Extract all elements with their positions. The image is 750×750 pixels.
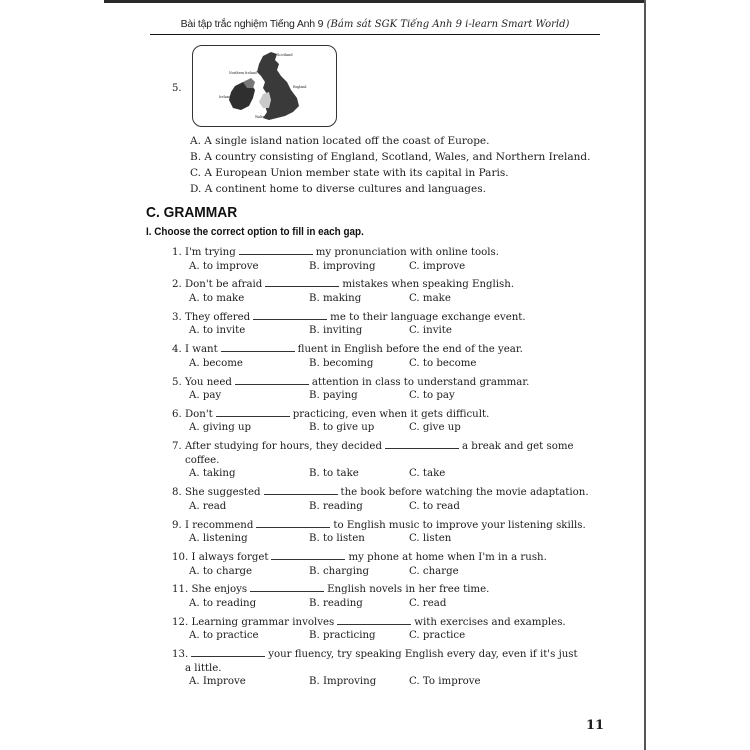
question-text-after: me to their language exchange event. xyxy=(330,311,526,323)
question-item xyxy=(172,616,607,643)
question-text-after: the book before watching the movie adaptation. xyxy=(340,487,589,499)
answer-option[interactable]: A. Improve xyxy=(189,676,246,688)
question-text-after: attention in class to understand grammar. xyxy=(311,376,530,388)
question-text-before: 7. After studying for hours, they decided xyxy=(172,441,382,453)
header-subtitle: (Bám sát SGK Tiếng Anh 9 i-learn Smart World) xyxy=(326,19,570,30)
answer-option[interactable]: A. to make xyxy=(189,292,245,304)
question-stem xyxy=(172,583,607,597)
running-header xyxy=(0,18,750,30)
question-item xyxy=(172,551,607,578)
answer-option[interactable]: C. read xyxy=(409,597,447,609)
picture-question-options xyxy=(190,133,590,197)
map-label-wales: Wales xyxy=(255,115,265,119)
uk-map-icon xyxy=(193,46,336,126)
answer-option[interactable]: A. giving up xyxy=(189,422,252,434)
answer-option[interactable]: C. to pay xyxy=(409,390,455,402)
question-item xyxy=(172,376,607,403)
answer-options xyxy=(172,421,607,435)
question-stem xyxy=(172,311,607,325)
answer-option[interactable]: A. read xyxy=(189,500,227,512)
answer-option[interactable]: B. becoming xyxy=(309,357,374,369)
question-stem xyxy=(172,616,607,630)
uk-map-image xyxy=(192,45,337,127)
map-label-scotland: Scotland xyxy=(277,53,293,57)
answer-blank[interactable] xyxy=(235,376,309,385)
answer-option[interactable]: B. to give up xyxy=(309,422,375,434)
answer-blank[interactable] xyxy=(264,486,338,495)
answer-option[interactable]: A. to invite xyxy=(189,325,246,337)
answer-option[interactable]: C. practice xyxy=(409,630,466,642)
answer-blank[interactable] xyxy=(385,440,459,449)
answer-blank[interactable] xyxy=(239,246,313,255)
question-text-continued: a little. xyxy=(185,662,222,674)
answer-blank[interactable] xyxy=(221,343,295,352)
option-c: C. A European Union member state with its capital in Paris. xyxy=(190,167,509,179)
question-text-after: my pronunciation with online tools. xyxy=(315,247,499,258)
question-stem xyxy=(172,278,607,292)
map-label-england: England xyxy=(293,85,307,89)
header-title: Bài tập trắc nghiệm Tiếng Anh 9 xyxy=(180,18,324,30)
answer-option[interactable]: B. reading xyxy=(309,597,363,609)
question-text-before: 12. Learning grammar involves xyxy=(172,616,335,628)
map-label-ireland: Ireland xyxy=(219,95,231,99)
answer-option[interactable]: C. give up xyxy=(409,422,461,434)
answer-option[interactable]: A. pay xyxy=(189,390,222,402)
answer-blank[interactable] xyxy=(337,616,411,625)
answer-option[interactable]: C. invite xyxy=(409,325,452,337)
answer-option[interactable]: C. make xyxy=(409,292,451,304)
answer-blank[interactable] xyxy=(253,311,327,320)
answer-option[interactable]: C. take xyxy=(409,468,446,480)
question-stem xyxy=(172,376,607,390)
question-text-after: practicing, even when it gets difficult. xyxy=(292,408,490,420)
answer-option[interactable]: B. paying xyxy=(309,390,358,402)
question-text-after: mistakes when speaking English. xyxy=(342,279,515,291)
question-text-before: 6. Don't xyxy=(172,408,213,420)
question-item xyxy=(172,583,607,610)
question-item xyxy=(172,311,607,338)
option-d: D. A continent home to diverse cultures and languages. xyxy=(190,183,486,195)
question-text-before: 11. She enjoys xyxy=(172,584,248,596)
question-stem xyxy=(172,648,607,675)
answer-blank[interactable] xyxy=(250,583,324,592)
answer-option[interactable]: C. to read xyxy=(409,500,460,512)
answer-option[interactable]: B. to take xyxy=(309,468,359,480)
question-item xyxy=(172,278,607,305)
answer-option[interactable]: B. to listen xyxy=(309,533,365,545)
question-stem xyxy=(172,519,607,533)
option-a: A. A single island nation located off the coast of Europe. xyxy=(190,135,490,147)
answer-blank[interactable] xyxy=(216,408,290,417)
answer-options xyxy=(172,597,607,611)
question-text-after: my phone at home when I'm in a rush. xyxy=(348,552,547,564)
question-stem xyxy=(172,440,607,467)
answer-options xyxy=(172,260,607,274)
answer-option[interactable]: A. to charge xyxy=(189,565,253,577)
section-title: C. GRAMMAR xyxy=(146,204,238,221)
answer-option[interactable]: B. making xyxy=(309,292,362,304)
question-stem xyxy=(172,551,607,565)
answer-option[interactable]: C. to become xyxy=(409,357,477,369)
page-number: 11 xyxy=(586,718,605,733)
answer-options xyxy=(172,324,607,338)
answer-option[interactable]: B. improving xyxy=(309,260,376,272)
answer-option[interactable]: A. taking xyxy=(189,468,236,480)
answer-option[interactable]: A. to reading xyxy=(189,597,257,609)
answer-options xyxy=(172,357,607,371)
question-text-after: English novels in her free time. xyxy=(327,584,490,596)
question-item xyxy=(172,519,607,546)
question-text-before: 8. She suggested xyxy=(172,487,261,499)
map-label-northern-ireland: Northern Ireland xyxy=(229,71,257,75)
answer-options xyxy=(172,500,607,514)
question-text-before: 10. I always forget xyxy=(172,552,269,564)
answer-option[interactable]: B. Improving xyxy=(309,676,377,688)
question-text-after: with exercises and examples. xyxy=(414,616,566,628)
answer-option[interactable]: B. inviting xyxy=(309,325,363,337)
answer-option[interactable]: B. charging xyxy=(309,565,370,577)
question-text-before: 5. You need xyxy=(172,376,232,388)
page-frame-top xyxy=(104,0,646,3)
question-stem xyxy=(172,246,607,260)
question-text-continued: coffee. xyxy=(185,454,220,466)
page-frame-right xyxy=(644,0,646,750)
question-text-after: to English music to improve your listening skills. xyxy=(333,519,586,531)
question-item xyxy=(172,440,607,481)
answer-option[interactable]: A. become xyxy=(189,357,243,369)
answer-option[interactable]: A. to practice xyxy=(189,630,259,642)
option-b: B. A country consisting of England, Scotland, Wales, and Northern Ireland. xyxy=(190,151,591,163)
answer-option[interactable]: C. charge xyxy=(409,565,459,577)
question-text-before: 1. I'm trying xyxy=(172,247,236,258)
answer-option[interactable]: C. listen xyxy=(409,533,452,545)
exercise-title: I. Choose the correct option to fill in each gap. xyxy=(146,226,364,238)
answer-blank[interactable] xyxy=(191,648,265,657)
answer-blank[interactable] xyxy=(265,278,339,287)
header-rule xyxy=(150,34,600,35)
answer-option[interactable]: A. to improve xyxy=(189,260,259,272)
answer-option[interactable]: A. listening xyxy=(189,533,248,545)
question-list xyxy=(172,246,607,694)
question-text-after: fluent in English before the end of the year. xyxy=(297,344,523,356)
question-text-before: 13. xyxy=(172,649,189,661)
question-text-before: 9. I recommend xyxy=(172,519,254,531)
question-stem xyxy=(172,343,607,357)
question-item xyxy=(172,408,607,435)
question-item xyxy=(172,343,607,370)
question-item xyxy=(172,486,607,513)
question-text-before: 2. Don't be afraid xyxy=(172,279,263,291)
answer-options xyxy=(172,292,607,306)
answer-option[interactable]: B. reading xyxy=(309,500,363,512)
answer-option[interactable]: C. improve xyxy=(409,260,466,272)
answer-blank[interactable] xyxy=(271,551,345,560)
answer-options xyxy=(172,467,607,481)
picture-question-number: 5. xyxy=(172,83,182,94)
answer-option[interactable]: C. To improve xyxy=(409,676,481,688)
answer-option[interactable]: B. practicing xyxy=(309,630,376,642)
answer-options xyxy=(172,565,607,579)
answer-blank[interactable] xyxy=(256,519,330,528)
question-text-after: your fluency, try speaking English every day, even if it's just xyxy=(268,649,578,661)
answer-options xyxy=(172,532,607,546)
question-item xyxy=(172,648,607,689)
answer-options xyxy=(172,675,607,689)
question-stem xyxy=(172,486,607,500)
question-text-before: 3. They offered xyxy=(172,311,251,323)
answer-options xyxy=(172,389,607,403)
question-text-before: 4. I want xyxy=(172,344,218,356)
question-text-after: a break and get some xyxy=(461,441,574,453)
answer-options xyxy=(172,629,607,643)
question-item xyxy=(172,246,607,273)
question-stem xyxy=(172,408,607,422)
